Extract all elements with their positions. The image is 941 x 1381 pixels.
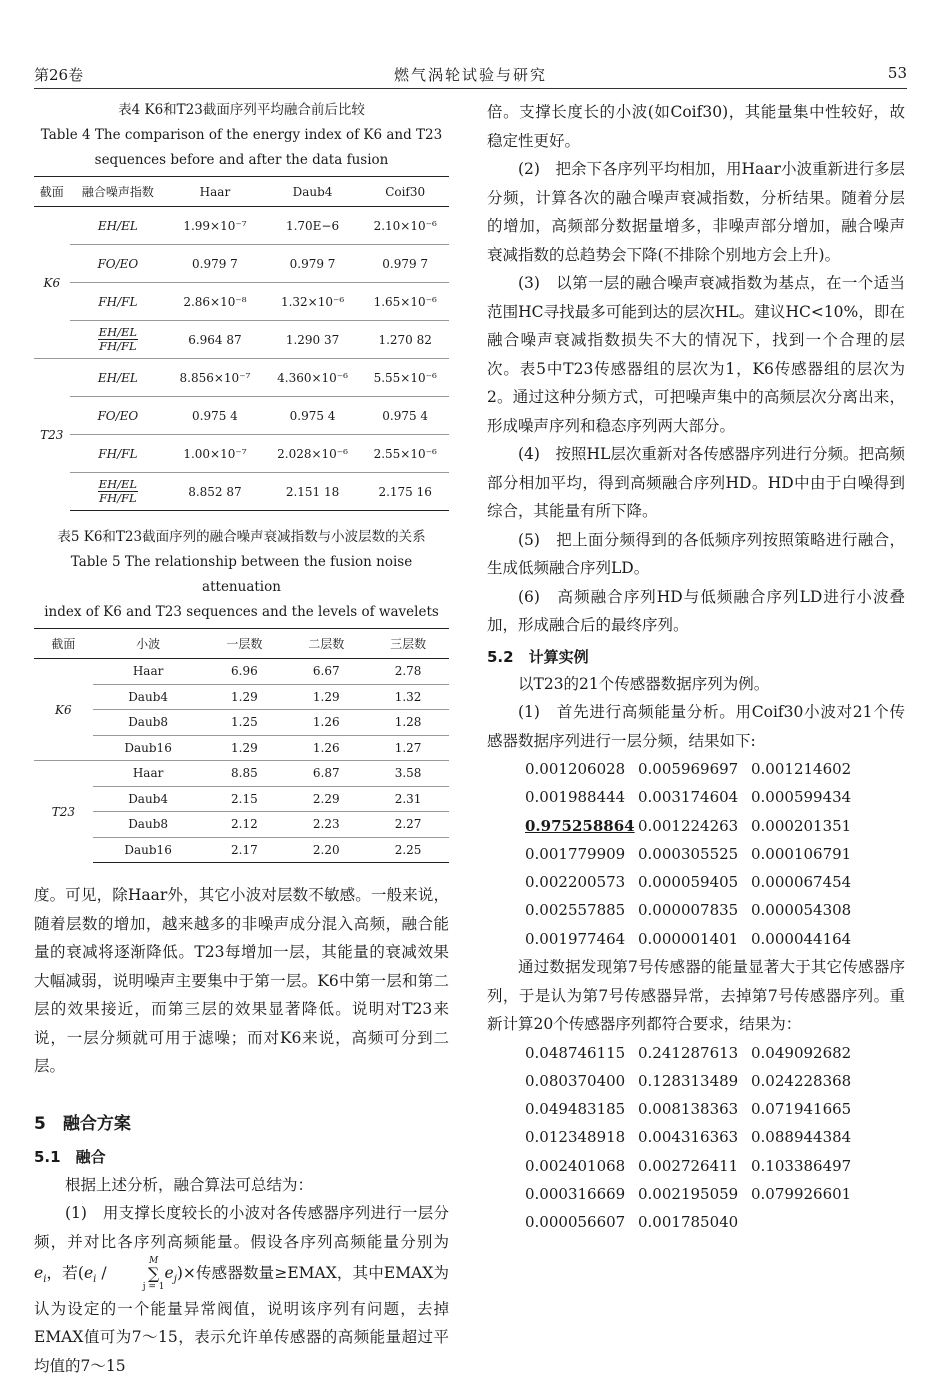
wavelet-cell: Daub16 bbox=[93, 735, 204, 761]
table5-caption-en-2: index of K6 and T23 sequences and the levels of wavelets bbox=[44, 604, 439, 620]
value-cell: 0.979 7 bbox=[361, 245, 449, 283]
index-label: FH/FL bbox=[70, 435, 167, 473]
table5-header-cell: 截面 bbox=[34, 629, 93, 659]
value-item: 0.000106791 bbox=[751, 844, 852, 863]
value-cell: 5.55×10⁻⁶ bbox=[361, 359, 449, 397]
value-item: 0.000001401 bbox=[638, 929, 739, 948]
value-cell: 2.151 18 bbox=[264, 473, 362, 511]
index-label: FO/EO bbox=[70, 397, 167, 435]
value-item: 0.000067454 bbox=[751, 873, 852, 892]
value-item: 0.241287613 bbox=[638, 1043, 739, 1062]
value-item: 0.000044164 bbox=[751, 929, 852, 948]
value-item: 0.079926601 bbox=[751, 1185, 852, 1204]
value-item: 0.001785040 bbox=[638, 1213, 739, 1232]
table-row bbox=[34, 837, 449, 863]
fraction-label bbox=[98, 326, 138, 353]
index-label: FH/FL bbox=[70, 283, 167, 321]
table-row bbox=[34, 207, 449, 245]
value-cell: 2.29 bbox=[285, 786, 367, 812]
section-label: K6 bbox=[34, 207, 70, 359]
value-cell: 4.360×10⁻⁶ bbox=[264, 359, 362, 397]
index-label: EH/EL bbox=[70, 359, 167, 397]
value-cell: 1.290 37 bbox=[264, 321, 362, 359]
index-label: FO/EO bbox=[70, 245, 167, 283]
value-item: 0.002401068 bbox=[525, 1156, 626, 1175]
value-cell: 8.852 87 bbox=[166, 473, 264, 511]
table-5 bbox=[34, 628, 449, 863]
wavelet-cell: Daub16 bbox=[93, 837, 204, 863]
table4-caption-en-2: sequences before and after the data fusion bbox=[94, 152, 389, 168]
value-item: 0.003174604 bbox=[638, 788, 739, 807]
value-item: 0.049483185 bbox=[525, 1100, 626, 1119]
value-cell: 2.86×10⁻⁸ bbox=[166, 283, 264, 321]
journal-title: 燃气涡轮试验与研究 bbox=[393, 66, 547, 84]
value-item: 0.128313489 bbox=[638, 1071, 739, 1090]
table-row bbox=[34, 684, 449, 710]
section-label: K6 bbox=[34, 659, 93, 761]
table-row bbox=[34, 735, 449, 761]
value-cell: 6.96 bbox=[204, 659, 286, 685]
value-cell: 1.270 82 bbox=[361, 321, 449, 359]
value-cell: 2.23 bbox=[285, 812, 367, 838]
value-cell: 8.85 bbox=[204, 761, 286, 787]
paragraph-step-6: (6) 高频融合序列HD与低频融合序列LD进行小波叠加，形成融合后的最终序列。 bbox=[487, 587, 905, 634]
value-item: 0.012348918 bbox=[525, 1128, 626, 1147]
table5-header-cell: 小波 bbox=[93, 629, 204, 659]
fraction-denominator: FH/FL bbox=[99, 339, 137, 353]
value-cell: 6.87 bbox=[285, 761, 367, 787]
section-label: T23 bbox=[34, 359, 70, 511]
table-row bbox=[34, 435, 449, 473]
paragraph-energy-analysis: (1) 首先进行高频能量分析。用Coif30小波对21个传感器数据序列进行一层分频，结果如下: bbox=[487, 703, 905, 750]
energy-values-21 bbox=[525, 755, 905, 953]
volume-label: 第26卷 bbox=[34, 66, 84, 84]
table4-caption-en-1: Table 4 The comparison of the energy index of K6 and T23 bbox=[40, 127, 443, 143]
value-item: 0.000599434 bbox=[751, 788, 852, 807]
value-cell: 1.26 bbox=[285, 735, 367, 761]
value-item: 0.071941665 bbox=[751, 1100, 852, 1119]
value-cell: 3.58 bbox=[367, 761, 449, 787]
table5-header-cell: 二层数 bbox=[285, 629, 367, 659]
value-item: 0.001977464 bbox=[525, 929, 626, 948]
value-cell: 2.31 bbox=[367, 786, 449, 812]
value-item: 0.000305525 bbox=[638, 844, 739, 863]
value-row bbox=[525, 896, 905, 924]
value-cell: 2.25 bbox=[367, 837, 449, 863]
value-cell: 0.979 7 bbox=[166, 245, 264, 283]
value-cell: 2.20 bbox=[285, 837, 367, 863]
value-row bbox=[525, 1123, 905, 1151]
value-item: 0.000007835 bbox=[638, 901, 739, 920]
value-cell: 1.99×10⁻⁷ bbox=[166, 207, 264, 245]
paragraph-step-5: (5) 把上面分频得到的各低频序列按照策略进行融合，生成低频融合序列LD。 bbox=[487, 530, 905, 577]
index-label: EH/EL bbox=[70, 207, 167, 245]
running-header bbox=[34, 62, 907, 89]
value-cell: 6.964 87 bbox=[166, 321, 264, 359]
value-item: 0.002200573 bbox=[525, 873, 626, 892]
value-cell: 8.856×10⁻⁷ bbox=[166, 359, 264, 397]
table4-header-cell: Daub4 bbox=[264, 177, 362, 207]
wavelet-cell: Haar bbox=[93, 761, 204, 787]
table-4 bbox=[34, 176, 449, 511]
value-item: 0.002726411 bbox=[638, 1156, 739, 1175]
table4-header-cell: 截面 bbox=[34, 177, 70, 207]
value-row bbox=[525, 755, 905, 783]
table-row bbox=[34, 359, 449, 397]
value-cell: 0.975 4 bbox=[361, 397, 449, 435]
paragraph-example: 以T23的21个传感器数据序列为例。 bbox=[518, 674, 770, 693]
value-cell: 1.29 bbox=[285, 684, 367, 710]
table4-header-row bbox=[34, 177, 449, 207]
value-row bbox=[525, 1180, 905, 1208]
value-cell: 1.27 bbox=[367, 735, 449, 761]
value-item: 0.001224263 bbox=[638, 816, 739, 835]
value-item: 0.005969697 bbox=[638, 760, 739, 778]
value-cell: 6.67 bbox=[285, 659, 367, 685]
value-item: 0.049092682 bbox=[751, 1043, 852, 1062]
value-cell: 1.29 bbox=[204, 684, 286, 710]
value-item: 0.001214602 bbox=[751, 760, 852, 778]
value-cell: 2.27 bbox=[367, 812, 449, 838]
value-item: 0.000056607 bbox=[525, 1213, 626, 1232]
value-cell: 1.00×10⁻⁷ bbox=[166, 435, 264, 473]
fraction-numerator: EH/EL bbox=[98, 325, 138, 339]
wavelet-cell: Haar bbox=[93, 659, 204, 685]
value-row bbox=[525, 1152, 905, 1180]
value-cell: 2.12 bbox=[204, 812, 286, 838]
index-label bbox=[70, 321, 167, 359]
value-item: 0.975258864 bbox=[525, 816, 635, 835]
value-cell: 2.55×10⁻⁶ bbox=[361, 435, 449, 473]
table4-header-cell: Coif30 bbox=[361, 177, 449, 207]
value-item: 0.000201351 bbox=[751, 816, 852, 835]
table5-caption-en-1: Table 5 The relationship between the fusion noise attenuation bbox=[70, 554, 413, 595]
value-cell: 1.32 bbox=[367, 684, 449, 710]
table-row bbox=[34, 245, 449, 283]
page-number: 53 bbox=[887, 64, 907, 82]
value-row bbox=[525, 1067, 905, 1095]
table4-header-cell: 融合噪声指数 bbox=[70, 177, 167, 207]
fraction-numerator: EH/EL bbox=[98, 477, 138, 491]
value-item: 0.000059405 bbox=[638, 873, 739, 892]
value-item: 0.001206028 bbox=[525, 760, 626, 778]
value-item: 0.001779909 bbox=[525, 844, 626, 863]
value-cell: 2.10×10⁻⁶ bbox=[361, 207, 449, 245]
table-row bbox=[34, 283, 449, 321]
table-row bbox=[34, 761, 449, 787]
table-row bbox=[34, 786, 449, 812]
value-item: 0.000054308 bbox=[751, 901, 852, 920]
table5-header-cell: 三层数 bbox=[367, 629, 449, 659]
value-cell: 1.32×10⁻⁶ bbox=[264, 283, 362, 321]
value-item: 0.002195059 bbox=[638, 1185, 739, 1204]
value-cell: 0.975 4 bbox=[166, 397, 264, 435]
value-cell: 2.175 16 bbox=[361, 473, 449, 511]
wavelet-cell: Daub4 bbox=[93, 786, 204, 812]
value-cell: 2.15 bbox=[204, 786, 286, 812]
table5-caption-cn: 表5 K6和T23截面序列的融合噪声衰减指数与小波层数的关系 bbox=[57, 529, 426, 545]
value-cell: 1.65×10⁻⁶ bbox=[361, 283, 449, 321]
value-row bbox=[525, 925, 905, 953]
value-cell: 1.28 bbox=[367, 710, 449, 736]
table5-header-row bbox=[34, 629, 449, 659]
index-label bbox=[70, 473, 167, 511]
value-item: 0.088944384 bbox=[751, 1128, 852, 1147]
value-item: 0.024228368 bbox=[751, 1071, 852, 1090]
value-row bbox=[525, 783, 905, 811]
value-item: 0.008138363 bbox=[638, 1100, 739, 1119]
table4-caption-cn: 表4 K6和T23截面序列平均融合前后比较 bbox=[118, 102, 365, 118]
wavelet-cell: Daub8 bbox=[93, 812, 204, 838]
energy-values-20 bbox=[525, 1039, 905, 1237]
section-5-2-heading: 5.2 计算实例 bbox=[487, 647, 589, 666]
section-label: T23 bbox=[34, 761, 93, 863]
value-row bbox=[525, 840, 905, 868]
paragraph-step-3: (3) 以第一层的融合噪声衰减指数为基点，在一个适当范围HC寻找最多可能到达的层次HL。建议HC<10%，即在融合噪声衰减指数损失不大的情况下，找到一个合理的层次。表5中T23传感器组的层次为1，K6传感器组的层次为2。通过这种分频方式，可把噪声集中的高频层次分离出来，形成噪声序列和稳态序列两大部分。 bbox=[487, 274, 905, 435]
value-cell: 1.26 bbox=[285, 710, 367, 736]
value-item: 0.001988444 bbox=[525, 788, 626, 807]
table-row bbox=[34, 659, 449, 685]
paragraph-summary: 根据上述分析，融合算法可总结为： bbox=[65, 1175, 314, 1194]
paragraph-levels: 度。可见，除Haar外，其它小波对层数不敏感。一般来说，随着层数的增加，越来越多的非噪声成分混入高频，融合能量的衰减将逐渐降低。T23每增加一层，其能量的衰减效果大幅减弱，说明噪声主要集中于第一层。K6中第一层和第二层的效果接近，而第三层的效果显著降低。说明对T23来说，一层分频就可用于滤噪；而对K6来说，高频可分到二层。 bbox=[34, 886, 449, 1075]
table-row bbox=[34, 710, 449, 736]
value-item: 0.080370400 bbox=[525, 1071, 626, 1090]
section-5-heading: 5 融合方案 bbox=[34, 1113, 131, 1134]
table4-header-cell: Haar bbox=[166, 177, 264, 207]
value-cell: 2.028×10⁻⁶ bbox=[264, 435, 362, 473]
wavelet-cell: Daub4 bbox=[93, 684, 204, 710]
right-column bbox=[487, 98, 905, 1237]
fraction-denominator: FH/FL bbox=[99, 491, 137, 505]
table5-header-cell: 一层数 bbox=[204, 629, 286, 659]
paragraph-anomaly: 通过数据发现第7号传感器的能量显著大于其它传感器序列，于是认为第7号传感器异常，去掉第7号传感器序列。重新计算20个传感器序列都符合要求，结果为： bbox=[487, 958, 905, 1034]
value-item: 0.004316363 bbox=[638, 1128, 739, 1147]
wavelet-cell: Daub8 bbox=[93, 710, 204, 736]
table-row bbox=[34, 397, 449, 435]
value-cell: 1.25 bbox=[204, 710, 286, 736]
paragraph-step-2: (2) 把余下各序列平均相加，用Haar小波重新进行多层分频，计算各次的融合噪声衰减指数，分析结果。随着分层的增加，高频部分数据量增多，非噪声部分增加，融合噪声衰减指数的总趋势会下降(不排除个别地方会上升)。 bbox=[487, 160, 905, 264]
value-cell: 2.17 bbox=[204, 837, 286, 863]
value-item: 0.048746115 bbox=[525, 1043, 626, 1062]
value-row bbox=[525, 868, 905, 896]
value-row bbox=[525, 1095, 905, 1123]
value-cell: 0.979 7 bbox=[264, 245, 362, 283]
value-cell: 1.29 bbox=[204, 735, 286, 761]
value-item: 0.103386497 bbox=[751, 1156, 852, 1175]
value-cell: 0.975 4 bbox=[264, 397, 362, 435]
table-row bbox=[34, 473, 449, 511]
value-item: 0.002557885 bbox=[525, 901, 626, 920]
value-cell: 1.70E−6 bbox=[264, 207, 362, 245]
section-5-1-heading: 5.1 融合 bbox=[34, 1147, 106, 1166]
value-row bbox=[525, 1208, 905, 1236]
value-item: 0.000316669 bbox=[525, 1185, 626, 1204]
table-row bbox=[34, 812, 449, 838]
paragraph-step-1: (1) 用支撑长度较长的小波对各传感器序列进行一层分频，并对比各序列高频能量。假设各序列高频能量分别为$e_i$，若($e_i$ / M ∑ j = 1 $e_j)\times$传感器数量≥EMAX，其中EMAX为认为设定的一个能量异常阀值，说明该序列有问题，去掉EMAX值可为7～15，表示允许单传感器的高频能量超过平均值的7～15 bbox=[34, 1204, 449, 1375]
left-column bbox=[34, 98, 449, 1380]
table-row bbox=[34, 321, 449, 359]
value-row bbox=[525, 1039, 905, 1067]
paragraph-step-4: (4) 按照HL层次重新对各传感器序列进行分频。把高频部分相加平均，得到高频融合序列HD。HD中由于白噪得到综合，其能量有所下降。 bbox=[487, 445, 905, 520]
value-row bbox=[525, 812, 905, 840]
value-cell: 2.78 bbox=[367, 659, 449, 685]
fraction-label bbox=[98, 478, 138, 505]
paragraph-continued: 倍。支撑长度长的小波(如Coif30)，其能量集中性较好，故稳定性更好。 bbox=[487, 103, 905, 150]
